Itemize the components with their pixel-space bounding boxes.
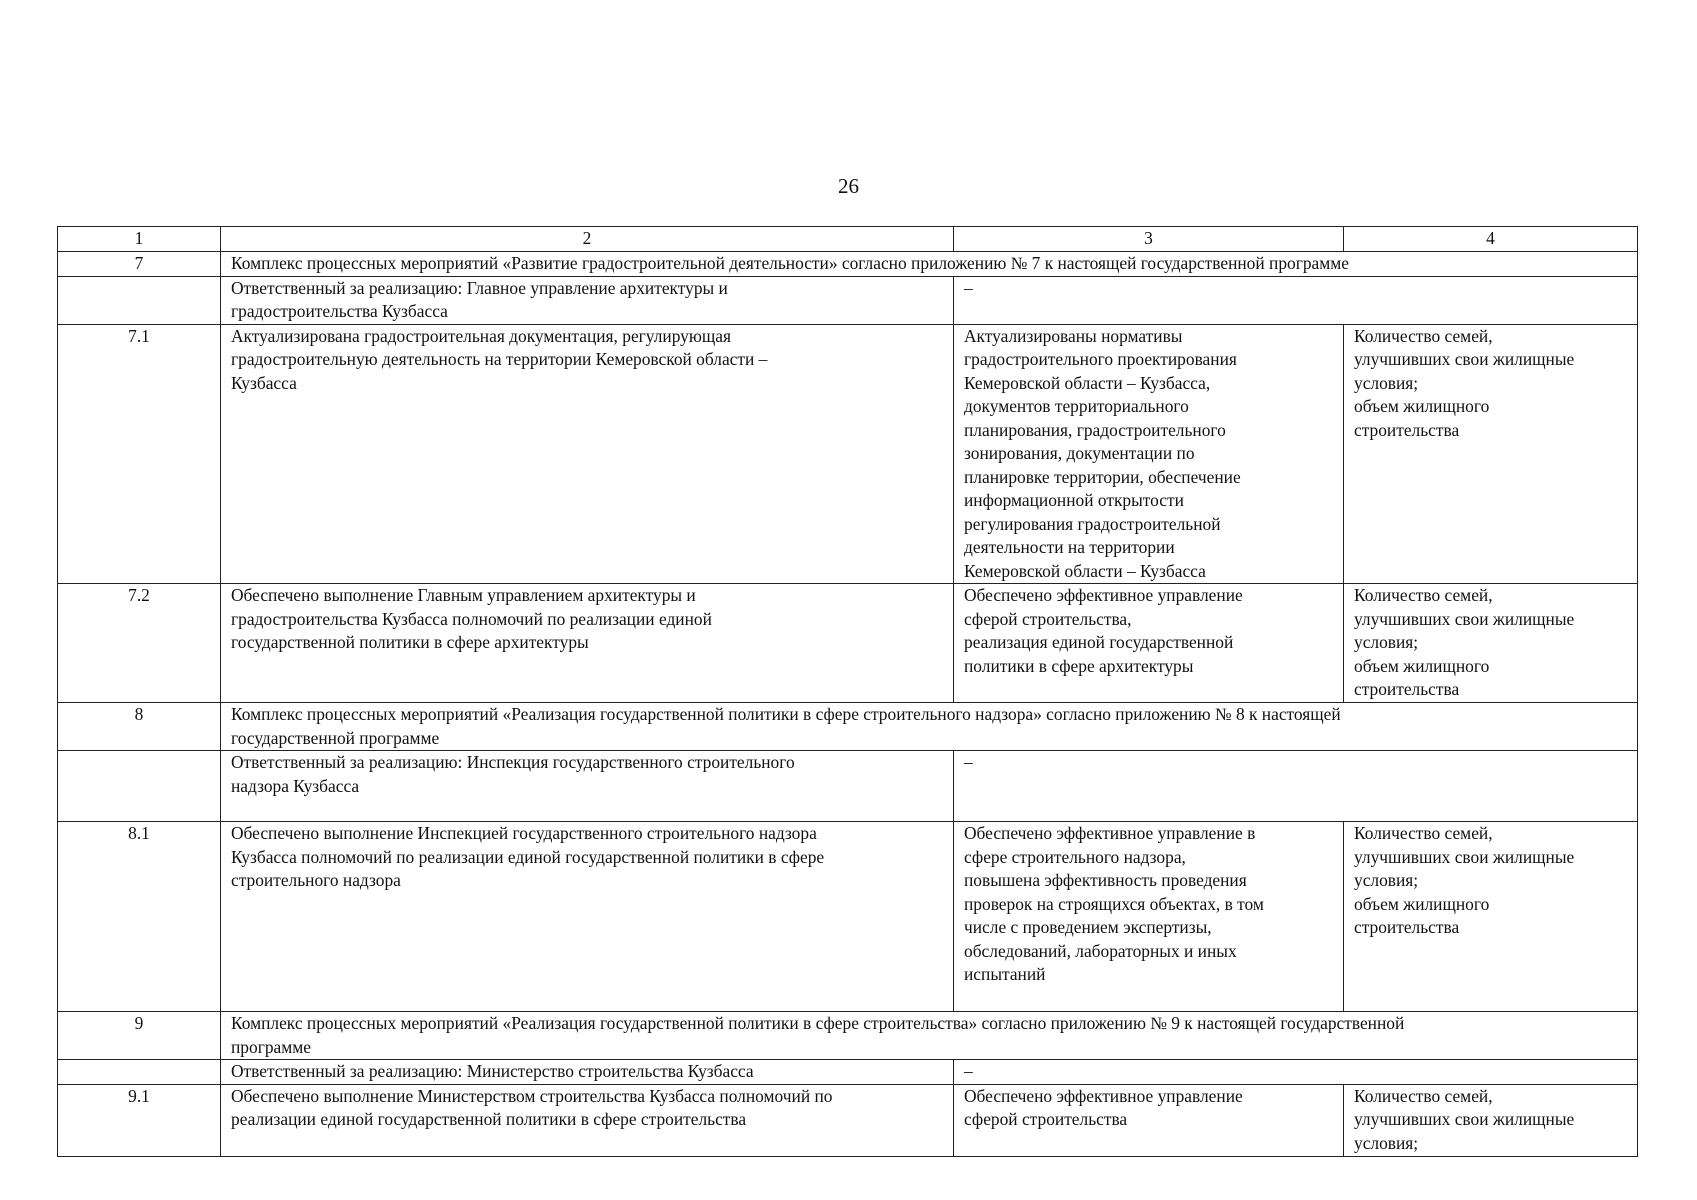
empty-cell	[58, 1060, 221, 1085]
result-cell: Обеспечено эффективное управление сферой строительства	[954, 1084, 1344, 1156]
result-cell: Обеспечено эффективное управление в сфере строительного надзора, повышена эффективность проведения проверок на строящихся объектах, в том числе с проведением экспертизы, обследований, лабораторных и иных испытаний	[954, 822, 1344, 1012]
task-cell: Актуализирована градостроительная документация, регулирующая градостроительную деятельность на территории Кемеровской области – Кузбасса	[221, 324, 954, 584]
complex-title: Комплекс процессных мероприятий «Развитие градостроительной деятельности» согласно приложению № 7 к настоящей государственной программе	[221, 252, 1638, 277]
complex-title: Комплекс процессных мероприятий «Реализация государственной политики в сфере строительства» согласно приложению № 9 к настоящей государственной программе	[221, 1012, 1638, 1060]
program-table	[57, 226, 1638, 1157]
row-number: 9	[58, 1012, 221, 1060]
indicator-cell: Количество семей, улучшивших свои жилищные условия; объем жилищного строительства	[1344, 324, 1638, 584]
header-cell: 1	[58, 227, 221, 252]
indicator-cell: Количество семей, улучшивших свои жилищные условия;	[1344, 1084, 1638, 1156]
table-row	[58, 324, 1638, 584]
table-row	[58, 822, 1638, 1012]
result-cell: Обеспечено эффективное управление сферой строительства, реализация единой государственной политики в сфере архитектуры	[954, 584, 1344, 703]
row-number: 7.2	[58, 584, 221, 703]
indicator-cell: Количество семей, улучшивших свои жилищные условия; объем жилищного строительства	[1344, 822, 1638, 1012]
row-number: 7.1	[58, 324, 221, 584]
indicator-cell: Количество семей, улучшивших свои жилищные условия; объем жилищного строительства	[1344, 584, 1638, 703]
row-number: 9.1	[58, 1084, 221, 1156]
table-row	[58, 252, 1638, 277]
responsible-cell: Ответственный за реализацию: Инспекция государственного строительного надзора Кузбасса	[221, 751, 954, 822]
task-cell: Обеспечено выполнение Инспекцией государственного строительного надзора Кузбасса полномочий по реализации единой государственной политики в сфере строительного надзора	[221, 822, 954, 1012]
dash-cell: –	[954, 276, 1638, 324]
table-row	[58, 1060, 1638, 1085]
row-number: 7	[58, 252, 221, 277]
task-cell: Обеспечено выполнение Главным управлением архитектуры и градостроительства Кузбасса полномочий по реализации единой государственной политики в сфере архитектуры	[221, 584, 954, 703]
dash-cell: –	[954, 1060, 1638, 1085]
row-number: 8.1	[58, 822, 221, 1012]
responsible-cell: Ответственный за реализацию: Министерство строительства Кузбасса	[221, 1060, 954, 1085]
table-row	[58, 1084, 1638, 1156]
header-cell: 4	[1344, 227, 1638, 252]
header-cell: 3	[954, 227, 1344, 252]
responsible-cell: Ответственный за реализацию: Главное управление архитектуры и градостроительства Кузбасса	[221, 276, 954, 324]
empty-cell	[58, 276, 221, 324]
dash-cell: –	[954, 751, 1638, 822]
page-number: 26	[838, 174, 859, 198]
table-row	[58, 584, 1638, 703]
table-header-row	[58, 227, 1638, 252]
result-cell: Актуализированы нормативы градостроительного проектирования Кемеровской области – Кузбасса, документов территориального планирования, градостроительного зонирования, документации по планировке территории, обеспечение информационной открытости регулирования градостроительной деятельности на территории Кемеровской области – Кузбасса	[954, 324, 1344, 584]
task-cell: Обеспечено выполнение Министерством строительства Кузбасса полномочий по реализации единой государственной политики в сфере строительства	[221, 1084, 954, 1156]
empty-cell	[58, 751, 221, 822]
table-row	[58, 1012, 1638, 1060]
table-row	[58, 276, 1638, 324]
header-cell: 2	[221, 227, 954, 252]
table-row	[58, 703, 1638, 751]
table-row	[58, 751, 1638, 822]
row-number: 8	[58, 703, 221, 751]
complex-title: Комплекс процессных мероприятий «Реализация государственной политики в сфере строительного надзора» согласно приложению № 8 к настоящей государственной программе	[221, 703, 1638, 751]
